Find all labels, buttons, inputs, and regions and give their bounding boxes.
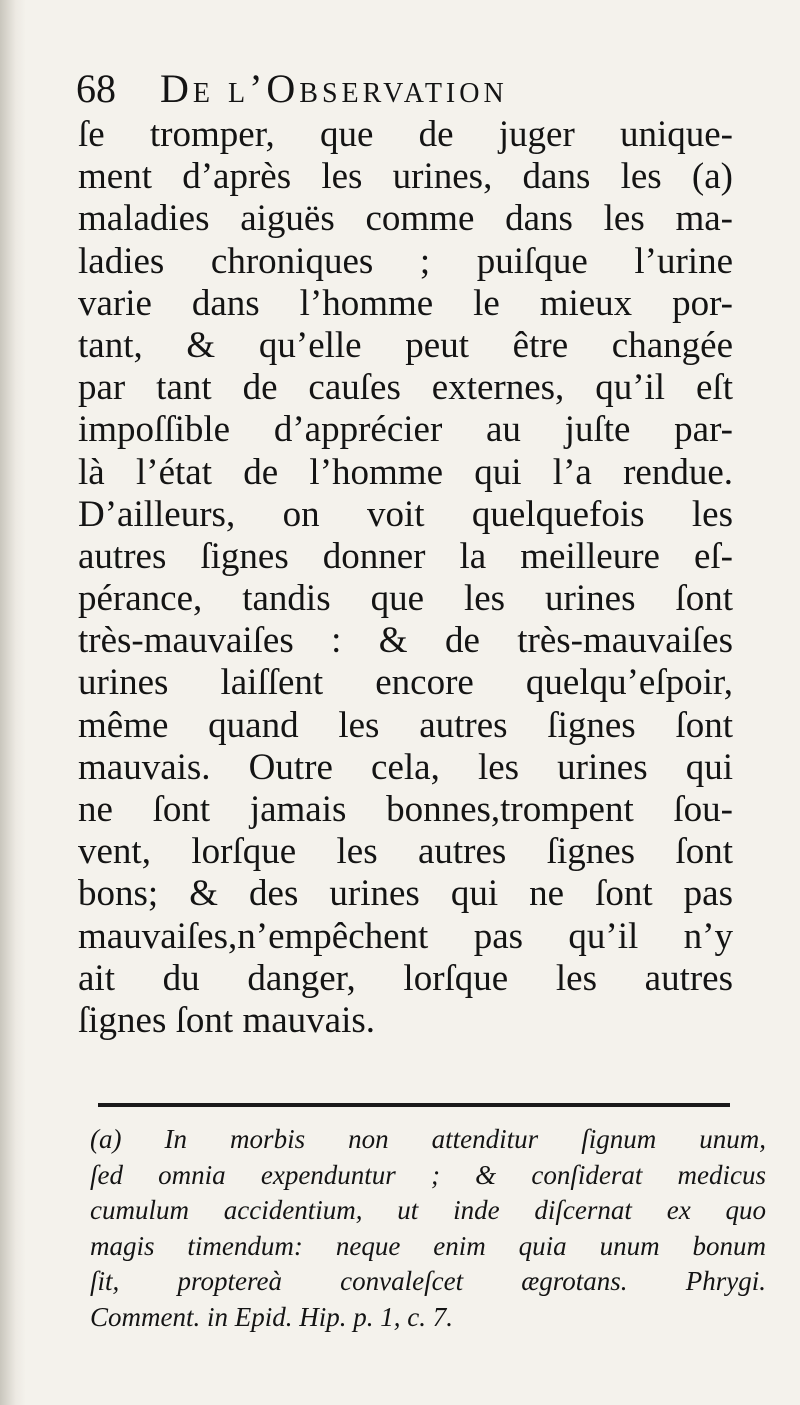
text-line: tant, & qu’elle peut être changée [78, 324, 733, 366]
text-line: ait du danger, lorſque les autres [78, 957, 733, 999]
binding-shadow [0, 0, 26, 1405]
text-line: urines laiſſent encore quelqu’eſpoir, [78, 662, 733, 704]
text-line: par tant de cauſes externes, qu’il eſt [78, 367, 733, 409]
text-line: pérance, tandis que les urines ſont [78, 578, 733, 620]
text-line: bons; & des urines qui ne ſont pas [78, 873, 733, 915]
text-line: mauvaiſes,n’empêchent pas qu’il n’y [78, 915, 733, 957]
text-line: ſe tromper, que de juger unique- [78, 114, 733, 155]
text-line: mauvais. Outre cela, les urines qui [78, 746, 733, 788]
text-line: ment d’après les urines, dans les (a) [78, 156, 733, 198]
text-line: ſignes ſont mauvais. [78, 999, 375, 1041]
footnote-line: ſed omnia expenduntur ; & conſiderat medicus [90, 1159, 766, 1190]
text-line: maladies aiguës comme dans les ma- [78, 198, 733, 240]
footnote-line: ſit, proptereà convaleſcet ægrotans. Phrygi. [90, 1266, 766, 1296]
text-line: vent, lorſque les autres ſignes ſont [78, 831, 733, 873]
body-text [78, 114, 733, 1084]
text-line: même quand les autres ſignes ſont [78, 704, 733, 746]
running-head [76, 64, 716, 114]
text-line: ladies chroniques ; puiſque l’urine [78, 240, 733, 282]
footnote [90, 1122, 766, 1352]
running-title: De l’Observation [160, 66, 508, 111]
footnote-rule [98, 1103, 730, 1107]
footnote-line: (a) In morbis non attenditur ſignum unum, [90, 1124, 766, 1154]
text-line: très-mauvaiſes : & de très-mauvaiſes [78, 620, 733, 662]
footnote-line: magis timendum: neque enim quia unum bonum [90, 1230, 766, 1261]
text-line: D’ailleurs, on voit quelquefois les [78, 493, 733, 535]
text-line: là l’état de l’homme qui l’a rendue. [78, 451, 733, 493]
text-line: impoſſible d’apprécier au juſte par- [78, 409, 733, 451]
footnote-line: Comment. in Epid. Hip. p. 1, c. 7. [90, 1301, 453, 1332]
text-line: autres ſignes donner la meilleure eſ- [78, 535, 733, 577]
page-number: 68 [76, 66, 116, 111]
footnote-line: cumulum accidentium, ut inde diſcernat ex quo [90, 1195, 766, 1225]
text-line: varie dans l’homme le mieux por- [78, 282, 733, 324]
text-line: ne ſont jamais bonnes,trompent ſou- [78, 789, 733, 830]
